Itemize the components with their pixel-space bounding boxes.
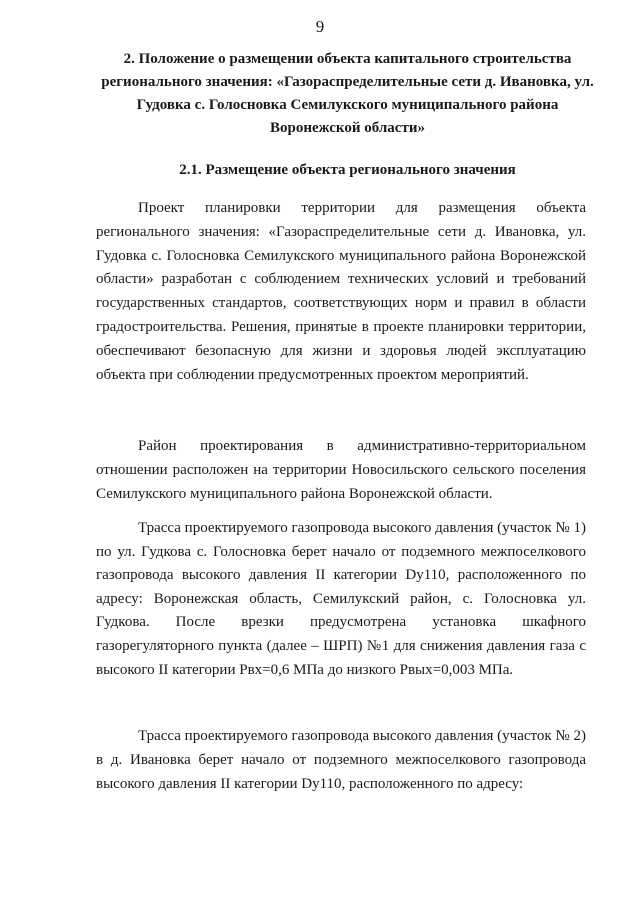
paragraph-text: Трасса проектируемого газопровода высокого давления (участок № 2) в д. Ивановка берет начало от подземного межпоселкового газопровода высокого давления II категории Dy110, расположенного по адресу: <box>96 728 586 792</box>
subsection-title: 2.1. Размещение объекта регионального значения <box>179 162 516 178</box>
paragraph-route-section-1 <box>96 517 586 682</box>
paragraph-text: Трасса проектируемого газопровода высокого давления (участок № 1) по ул. Гудкова с. Голосновка берет начало от подземного межпоселкового газопровода высокого давления II категории Dy110, расположенного по адресу: Воронежская область, Семилукский район, с. Голосновка ул. Гудкова. После врезки предусмотрена установка шкафного газорегуляторного пункта (далее – ШРП) №1 для снижения давления газа с высокого II категории Рвх=0,6 МПа до низкого Рвых=0,003 МПа. <box>96 520 586 678</box>
paragraph-route-section-2 <box>96 725 586 796</box>
paragraph-text: Проект планировки территории для размещения объекта регионального значения: «Газораспределительные сети д. Ивановка, ул. Гудовка с. Голосновка Семилукского муниципального района Воронежской области» разработан с соблюдением технических условий и требований государственных стандартов, соответствующих норм и правил в области градостроительства. Решения, принятые в проекте планировки территории, обеспечивают безопасную для жизни и здоровья людей эксплуатацию объекта при соблюдении предусмотренных проектом мероприятий. <box>96 200 586 383</box>
paragraph-text: Район проектирования в административно-территориальном отношении расположен на территории Новосильского сельского поселения Семилукского муниципального района Воронежской области. <box>96 438 586 502</box>
section-title: 2. Положение о размещении объекта капитального строительства регионального значения: «Газораспределительные сети д. Ивановка, ул. Гудовка с. Голосновка Семилукского муниципального района Воронежской области» <box>101 51 594 136</box>
paragraph-design-area <box>96 435 586 506</box>
page-number: 9 <box>315 17 325 36</box>
paragraph-project-overview <box>96 197 586 387</box>
